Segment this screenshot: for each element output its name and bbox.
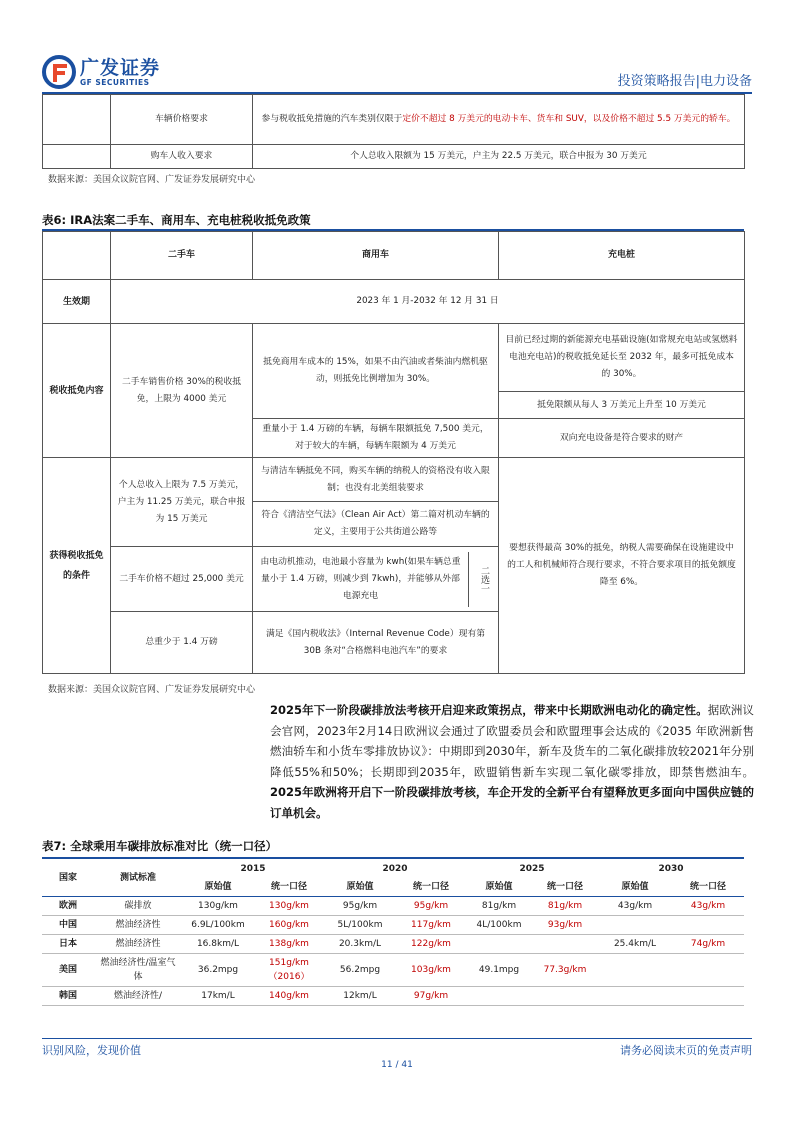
table-row (43, 95, 745, 145)
credit-label: 税收抵免内容 (43, 324, 111, 458)
unified-cell: 43g/km (672, 897, 744, 916)
paragraph-bold-1: 2025年下一阶段碳排放法考核开启迎来政策拐点，带来中长期欧洲电动化的确定性。 (270, 703, 708, 717)
table-cell (43, 232, 111, 280)
page-header (42, 52, 752, 92)
effective-label: 生效期 (43, 280, 111, 324)
table-row (42, 935, 744, 954)
report-type: 投资策略报告|电力设备 (617, 74, 752, 89)
country-cell: 中国 (42, 916, 94, 935)
header-country: 国家 (42, 860, 94, 897)
header-used-car: 二手车 (111, 232, 253, 280)
page-number: 11 / 41 (381, 1060, 413, 1070)
table-row (43, 145, 745, 169)
table-header-row (42, 860, 744, 878)
unified-value: 151g/km (269, 958, 309, 968)
header-year-2030: 2030 (658, 864, 684, 874)
table-cell (43, 95, 111, 145)
table-row (42, 954, 744, 987)
paragraph-body: 据欧洲议会官网，2023年2月14日欧洲议会通过了欧盟委员会和欧盟理事会达成的《2035 年欧洲新售燃油轿车和小货车零排放协议》：中期即到2030年，新车及货车的二氧化碳排放较2021年分别降低55%和50%；长期即到2035年，欧盟销售新车实现二氧化碳零排放，即禁售燃油车。 (270, 703, 755, 779)
value-cell: 16.8km/L (182, 935, 254, 954)
standard-cell: 燃油经济性/ (94, 987, 182, 1006)
header-raw: 原始值 (182, 878, 254, 897)
table-row (43, 324, 745, 392)
unified-cell (672, 916, 744, 935)
value-cell (598, 916, 672, 935)
value-cell: 43g/km (598, 897, 672, 916)
unified-cell: 81g/km (532, 897, 598, 916)
country-cell: 韩国 (42, 987, 94, 1006)
condition-label: 获得税收抵免的条件 (43, 458, 111, 674)
standard-cell: 燃油经济性/温室气体 (94, 954, 182, 987)
unified-cell (672, 954, 744, 987)
country-cell: 美国 (42, 954, 94, 987)
company-logo (42, 52, 160, 92)
table7-title: 表7: 全球乘用车碳排放标准对比（统一口径） (42, 839, 278, 853)
header-raw: 原始值 (324, 878, 396, 897)
ira-policy-table (42, 231, 745, 674)
value-cell: 20.3km/L (324, 935, 396, 954)
header-year-2020: 2020 (382, 864, 408, 874)
effective-value: 2023 年 1 月-2032 年 12 月 31 日 (111, 280, 745, 324)
unified-cell: 74g/km (672, 935, 744, 954)
unified-note: （2016） (268, 972, 310, 982)
value-cell: 17km/L (182, 987, 254, 1006)
table-row (43, 280, 745, 324)
value-cell: 56.2mpg (324, 954, 396, 987)
vehicle-requirement-table (42, 94, 745, 169)
value-cell: 81g/km (466, 897, 532, 916)
credit-charger-3: 双向充电设备是符合要求的财产 (499, 419, 745, 458)
either-marker: 二选一 (468, 552, 498, 607)
unified-cell: 140g/km (254, 987, 324, 1006)
table-row (42, 897, 744, 916)
credit-commercial-1: 抵免商用车成本的 15%，如果不由汽油或者柴油内燃机驱动，则抵免比例增加为 30%。 (253, 324, 499, 419)
logo-chinese-name: 广发证券 (80, 56, 161, 79)
header-unified: 统一口径 (532, 878, 598, 897)
value-cell: 4L/100km (466, 916, 532, 935)
unified-cell: 130g/km (254, 897, 324, 916)
table7-title-divider (42, 857, 744, 859)
condition-commercial-4: 满足《国内税收法》（Internal Revenue Code）现有第 30B 条对“合格燃料电池汽车”的要求 (253, 612, 499, 674)
source-note-2: 数据来源：美国众议院官网、广发证券发展研究中心 (48, 685, 256, 695)
header-commercial: 商用车 (253, 232, 499, 280)
unified-cell: 97g/km (396, 987, 466, 1006)
footer-disclaimer: 请务必阅读末页的免责声明 (620, 1044, 752, 1057)
unified-cell: 77.3g/km (532, 954, 598, 987)
unified-cell: 160g/km (254, 916, 324, 935)
value-cell (598, 987, 672, 1006)
standard-cell: 燃油经济性 (94, 935, 182, 954)
condition-commercial-either (253, 547, 499, 612)
table6-title: 表6: IRA法案二手车、商用车、充电桩税收抵免政策 (42, 213, 311, 227)
unified-cell (532, 935, 598, 954)
unified-cell: 138g/km (254, 935, 324, 954)
condition-used-2: 二手车价格不超过 25,000 美元 (111, 547, 253, 612)
credit-commercial-2: 重量小于 1.4 万磅的车辆，每辆车限额抵免 7,500 美元，对于较大的车辆，每辆车限额为 4 万美元 (253, 419, 499, 458)
table-cell (43, 145, 111, 169)
condition-used-3: 总重少于 1.4 万磅 (111, 612, 253, 674)
table-row (42, 916, 744, 935)
header-unified: 统一口径 (254, 878, 324, 897)
row-label: 车辆价格要求 (111, 95, 253, 145)
table-header-row (43, 232, 745, 280)
value-cell: 130g/km (182, 897, 254, 916)
standard-cell: 燃油经济性 (94, 916, 182, 935)
country-cell: 欧洲 (42, 897, 94, 916)
header-charger: 充电桩 (499, 232, 745, 280)
unified-cell: 122g/km (396, 935, 466, 954)
unified-cell (672, 987, 744, 1006)
value-cell: 5L/100km (324, 916, 396, 935)
source-note-1: 数据来源：美国众议院官网、广发证券发展研究中心 (48, 175, 256, 185)
value-cell (466, 987, 532, 1006)
country-cell: 日本 (42, 935, 94, 954)
paragraph-bold-2: 2025年欧洲将开启下一阶段碳排放考核，车企开发的全新平台有望释放更多面向中国供应链的订单机会。 (270, 785, 754, 820)
value-cell: 6.9L/100km (182, 916, 254, 935)
credit-charger-1: 目前已经过期的新能源充电基础设施(如常规充电站或氢燃料电池充电站)的税收抵免延长至 2032 年，最多可抵免成本的 30%。 (499, 324, 745, 392)
condition-commercial-2: 符合《清洁空气法》（Clean Air Act）第二篇对机动车辆的定义，主要用于公共街道公路等 (253, 502, 499, 547)
table-row (43, 458, 745, 502)
gf-logo-icon (42, 55, 76, 89)
unified-cell: 95g/km (396, 897, 466, 916)
table-row (42, 987, 744, 1006)
row-content: 个人总收入限额为 15 万美元，户主为 22.5 万美元，联合申报为 30 万美元 (253, 145, 745, 169)
condition-commercial-3: 由电动机推动，电池最小容量为 kwh(如果车辆总重量小于 1.4 万磅，则减少到 7kwh)，并能够从外部电源充电 (260, 556, 461, 601)
value-cell: 25.4km/L (598, 935, 672, 954)
header-year-2025: 2025 (519, 864, 545, 874)
unified-cell: 93g/km (532, 916, 598, 935)
row-content-highlight: 定价不超过 8 万美元的电动卡车、货车和 SUV，以及价格不超过 5.5 万美元的轿车。 (402, 114, 736, 124)
logo-english-name: GF SECURITIES (80, 77, 150, 87)
credit-used: 二手车销售价格 30%的税收抵免，上限为 4000 美元 (111, 324, 253, 458)
footer-slogan: 识别风险，发现价值 (42, 1044, 141, 1057)
emission-standard-table (42, 860, 744, 1006)
policy-paragraph (270, 700, 754, 823)
header-raw: 原始值 (466, 878, 532, 897)
header-standard: 测试标准 (94, 860, 182, 897)
row-content (253, 95, 745, 145)
standard-cell: 碳排放 (94, 897, 182, 916)
condition-charger: 要想获得最高 30%的抵免，纳税人需要确保在设施建设中的工人和机械师符合现行要求，不符合要求项目的抵免额度降至 6%。 (499, 458, 745, 674)
header-unified: 统一口径 (396, 878, 466, 897)
row-label: 购车人收入要求 (111, 145, 253, 169)
condition-commercial-1: 与清洁车辆抵免不同，购买车辆的纳税人的资格没有收入限制；也没有北美组装要求 (253, 458, 499, 502)
value-cell: 49.1mpg (466, 954, 532, 987)
value-cell (598, 954, 672, 987)
header-year-2015: 2015 (240, 864, 266, 874)
unified-cell: 103g/km (396, 954, 466, 987)
credit-charger-2: 抵免限额从每人 3 万美元上升至 10 万美元 (499, 392, 745, 419)
value-cell: 36.2mpg (182, 954, 254, 987)
unified-cell (254, 954, 324, 987)
value-cell: 95g/km (324, 897, 396, 916)
footer-divider (42, 1038, 752, 1039)
condition-used-1: 个人总收入上限为 7.5 万美元，户主为 11.25 万美元，联合申报为 15 万美元 (111, 458, 253, 547)
value-cell: 12km/L (324, 987, 396, 1006)
header-unified: 统一口径 (672, 878, 744, 897)
unified-cell (532, 987, 598, 1006)
value-cell (466, 935, 532, 954)
header-raw: 原始值 (598, 878, 672, 897)
unified-cell: 117g/km (396, 916, 466, 935)
row-content-text: 参与税收抵免措施的汽车类别仅限于 (261, 114, 403, 124)
